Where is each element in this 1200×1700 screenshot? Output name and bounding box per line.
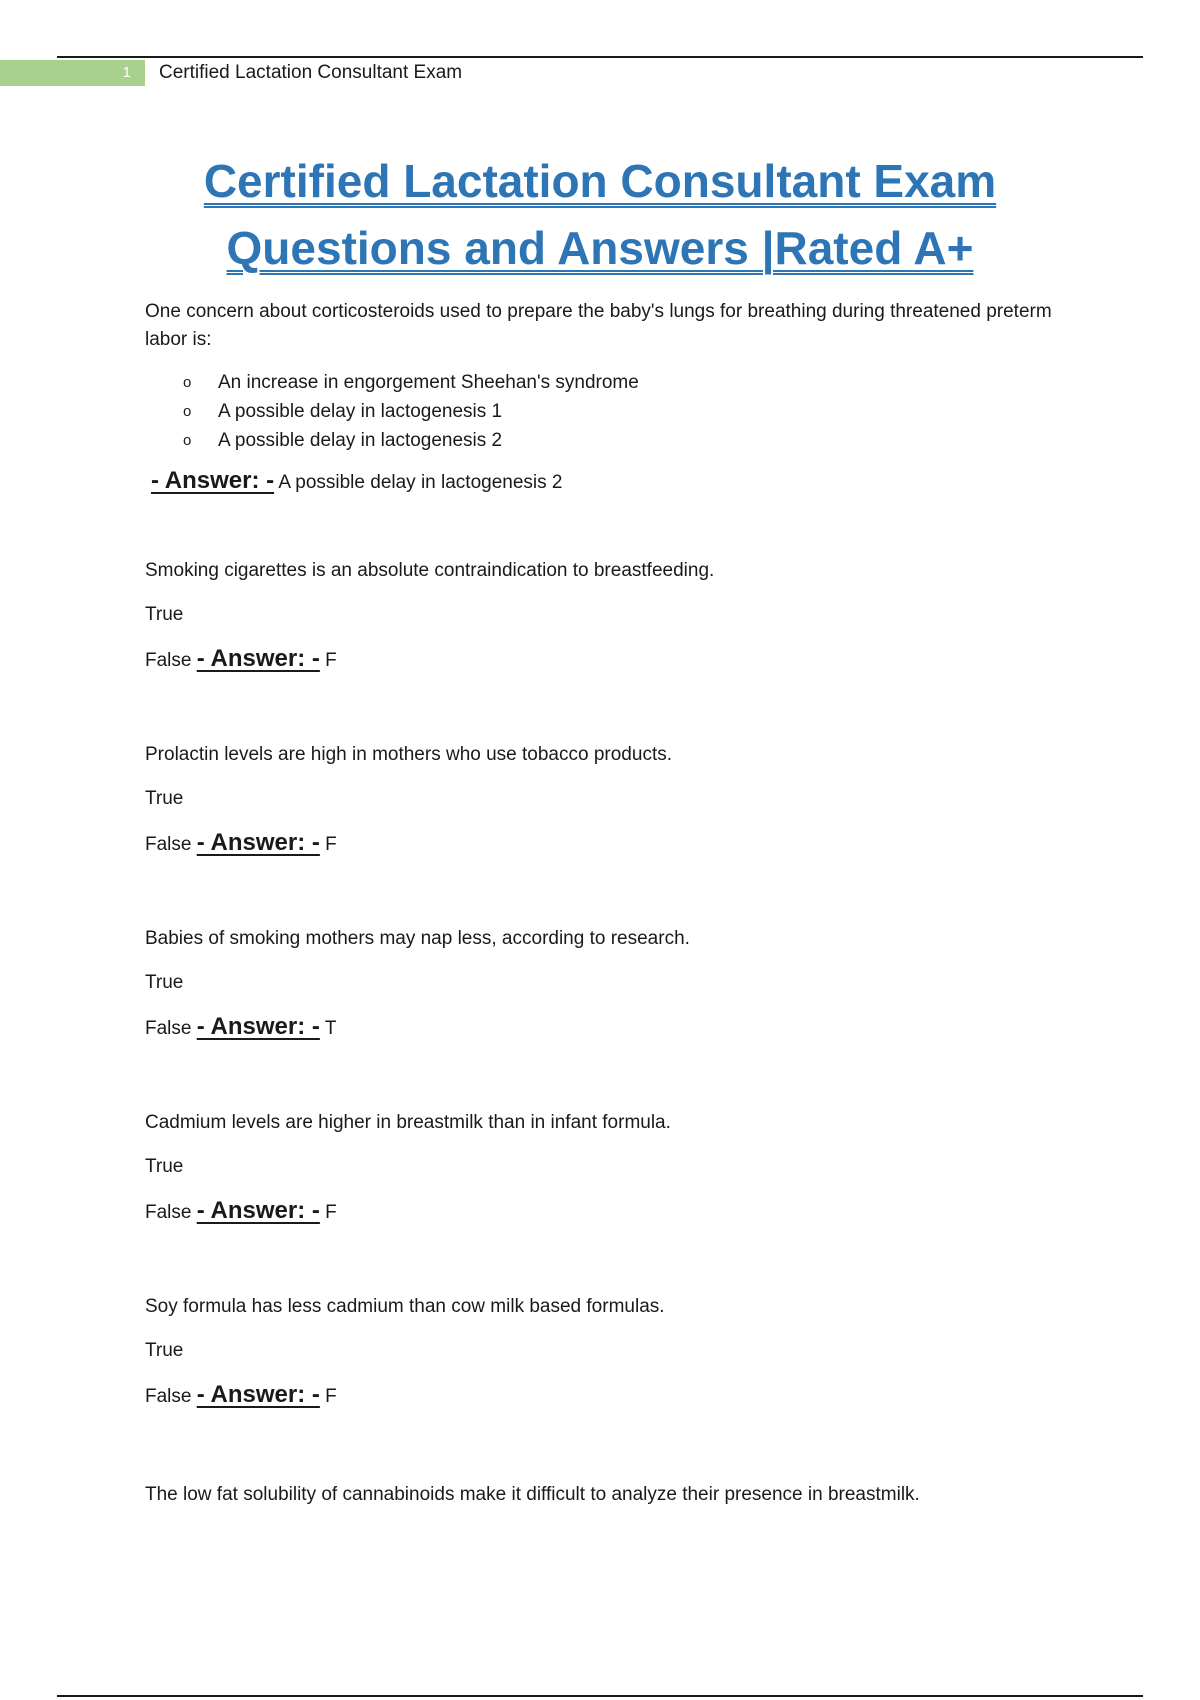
- answer-line: [145, 467, 1075, 497]
- answer-label: - Answer: -: [151, 467, 275, 494]
- answer-label: - Answer: -: [196, 1381, 320, 1408]
- question-text: Soy formula has less cadmium than cow milk based formulas.: [145, 1296, 665, 1317]
- false-option: False: [145, 650, 192, 671]
- question-block-3: [145, 741, 1075, 859]
- answer-option: [183, 368, 1075, 397]
- question-block-1: [145, 298, 1075, 497]
- document-body: [145, 298, 1075, 1509]
- document-title: [0, 148, 1200, 282]
- answer-label: - Answer: -: [196, 645, 320, 672]
- answer-value: A possible delay in lactogenesis 2: [278, 472, 563, 493]
- answer-value: F: [325, 1386, 337, 1407]
- question-text: Prolactin levels are high in mothers who use tobacco products.: [145, 744, 672, 765]
- false-option-with-answer: [145, 1197, 1075, 1227]
- true-option: True: [145, 788, 184, 809]
- question-text: Cadmium levels are higher in breastmilk than in infant formula.: [145, 1112, 671, 1133]
- false-option: False: [145, 1202, 192, 1223]
- false-option: False: [145, 1018, 192, 1039]
- question-text: The low fat solubility of cannabinoids make it difficult to analyze their presence in breastmilk.: [145, 1484, 920, 1505]
- question-text: Smoking cigarettes is an absolute contraindication to breastfeeding.: [145, 560, 715, 581]
- false-option: False: [145, 834, 192, 855]
- question-text: One concern about corticosteroids used to prepare the baby's lungs for breathing during threatened preterm labor is:: [145, 301, 1052, 350]
- true-option: True: [145, 604, 184, 625]
- false-option-with-answer: [145, 645, 1075, 675]
- question-text: Babies of smoking mothers may nap less, according to research.: [145, 928, 690, 949]
- answer-label: - Answer: -: [196, 1013, 320, 1040]
- answer-value: F: [325, 650, 337, 671]
- false-option-with-answer: [145, 1381, 1075, 1411]
- running-header-title: Certified Lactation Consultant Exam: [159, 62, 463, 83]
- answer-option: [183, 397, 1075, 426]
- page-number-badge: 1: [0, 60, 145, 86]
- answer-value: T: [324, 1018, 337, 1039]
- answer-option: [183, 426, 1075, 455]
- false-option-with-answer: [145, 829, 1075, 859]
- answer-label: - Answer: -: [196, 829, 320, 856]
- false-option: False: [145, 1386, 192, 1407]
- answer-option-text: An increase in engorgement Sheehan's syndrome: [218, 372, 639, 393]
- true-option: True: [145, 972, 184, 993]
- footer-rule: [57, 1695, 1143, 1697]
- false-option-with-answer: [145, 1013, 1075, 1043]
- answer-value: F: [325, 834, 337, 855]
- circle-bullet-icon: o: [183, 403, 192, 420]
- answer-options-list: [145, 368, 1075, 455]
- true-option: True: [145, 1156, 184, 1177]
- answer-option-text: A possible delay in lactogenesis 1: [218, 401, 503, 422]
- circle-bullet-icon: o: [183, 432, 192, 449]
- circle-bullet-icon: o: [183, 374, 192, 391]
- question-block-6: [145, 1293, 1075, 1411]
- header-rule: [57, 56, 1143, 58]
- document-title-line-1: Certified Lactation Consultant Exam: [203, 155, 997, 207]
- answer-value: F: [325, 1202, 337, 1223]
- question-block-2: [145, 557, 1075, 675]
- true-option: True: [145, 1340, 184, 1361]
- answer-option-text: A possible delay in lactogenesis 2: [218, 430, 503, 451]
- question-block-5: [145, 1109, 1075, 1227]
- answer-label: - Answer: -: [196, 1197, 320, 1224]
- question-block-7: [145, 1481, 1075, 1509]
- document-title-line-2: Questions and Answers |Rated A+: [226, 222, 974, 274]
- question-block-4: [145, 925, 1075, 1043]
